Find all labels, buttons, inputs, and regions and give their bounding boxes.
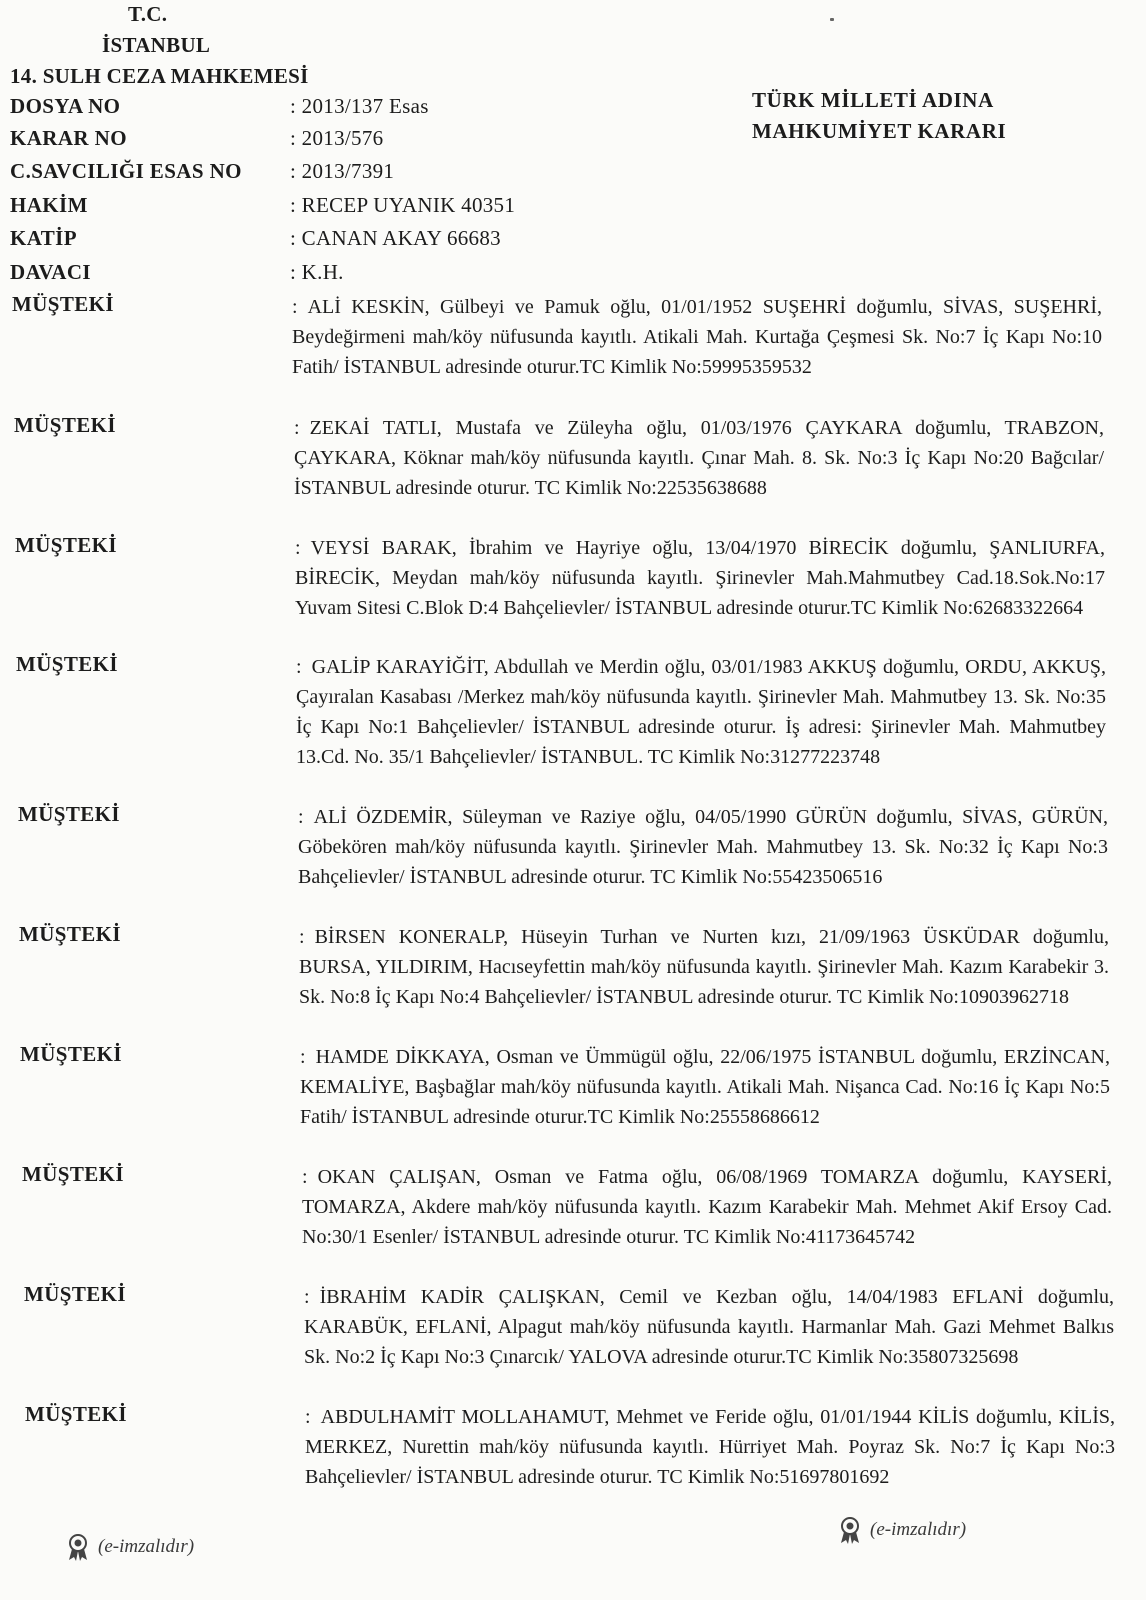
- party-label: MÜŞTEKİ: [25, 1402, 127, 1426]
- party-details: : ALİ KESKİN, Gülbeyi ve Pamuk oğlu, 01/01/1952 SUŞEHRİ doğumlu, SİVAS, SUŞEHRİ, Beydeğirmeni mah/köy nüfusunda kayıtlı. Atikali Mah. Kurtağa Çeşmesi Sk. No:7 İç Kapı No:10 Fatih/ İSTANBUL adresinde oturur.TC Kimlik No:59995359532: [292, 296, 1102, 378]
- party-label: MÜŞTEKİ: [12, 292, 114, 316]
- party-details: : BİRSEN KONERALP, Hüseyin Turhan ve Nurten kızı, 21/09/1963 ÜSKÜDAR doğumlu, BURSA, YILDIRIM, Hacıseyfettin mah/köy nüfusunda kayıtlı. Şirinevler Mah. Kazım Karabekir 3. Sk. No:8 İç Kapı No:4 Bahçelievler/ İSTANBUL adresinde oturur. TC Kimlik No:10903962718: [299, 926, 1109, 1008]
- seal-icon: [64, 1532, 92, 1562]
- party-text: OKAN ÇALIŞAN, Osman ve Fatma oğlu, 06/08/1969 TOMARZA doğumlu, KAYSERİ, TOMARZA, Akdere mah/köy nüfusunda kayıtlı. Kazım Karabekir Mah. Mehmet Akif Ersoy Cad. No:30/1 Esenler/ İSTANBUL adresinde oturur. TC Kimlik No:41173645742: [302, 1166, 1112, 1248]
- meta-value: : CANAN AKAY 66683: [290, 226, 501, 250]
- signature-text: (e-imzalıdır): [870, 1519, 967, 1540]
- meta-clerk: [10, 226, 710, 258]
- meta-file-no: [10, 94, 710, 126]
- seal-icon: [836, 1515, 864, 1545]
- scan-speck: [830, 18, 834, 21]
- party-details: : HAMDE DİKKAYA, Osman ve Ümmügül oğlu, 22/06/1975 İSTANBUL doğumlu, ERZİNCAN, KEMALİYE, Başbağlar mah/köy nüfusunda kayıtlı. Atikali Mah. Nişanca Cad. No:16 İç Kapı No:5 Fatih/ İSTANBUL adresinde oturur.TC Kimlik No:25558686612: [300, 1046, 1110, 1128]
- party-details: : ABDULHAMİT MOLLAHAMUT, Mehmet ve Feride oğlu, 01/01/1944 KİLİS doğumlu, KİLİS, MERKEZ, Nurettin mah/köy nüfusunda kayıtlı. Hürriyet Mah. Poyraz Sk. No:7 İç Kapı No:3 Bahçelievler/ İSTANBUL adresinde oturur. TC Kimlik No:51697801692: [305, 1406, 1115, 1488]
- party-text: ZEKAİ TATLI, Mustafa ve Züleyha oğlu, 01/03/1976 ÇAYKARA doğumlu, TRABZON, ÇAYKARA, Köknar mah/köy nüfusunda kayıtlı. Çınar Mah. 8. Sk. No:3 İç Kapı No:20 Bağcılar/ İSTANBUL adresinde oturur. TC Kimlik No:22535638688: [294, 417, 1104, 499]
- meta-decision-no: [10, 126, 710, 158]
- party-text: ABDULHAMİT MOLLAHAMUT, Mehmet ve Feride oğlu, 01/01/1944 KİLİS doğumlu, KİLİS, MERKEZ, Nurettin mah/köy nüfusunda kayıtlı. Hürriyet Mah. Poyraz Sk. No:7 İç Kapı No:3 Bahçelievler/ İSTANBUL adresinde oturur. TC Kimlik No:51697801692: [305, 1406, 1115, 1488]
- party-label: MÜŞTEKİ: [14, 413, 116, 437]
- party-details: : OKAN ÇALIŞAN, Osman ve Fatma oğlu, 06/08/1969 TOMARZA doğumlu, KAYSERİ, TOMARZA, Akdere mah/köy nüfusunda kayıtlı. Kazım Karabekir Mah. Mehmet Akif Ersoy Cad. No:30/1 Esenler/ İSTANBUL adresinde oturur. TC Kimlik No:41173645742: [302, 1166, 1112, 1248]
- meta-value: : 2013/576: [290, 126, 384, 150]
- party-text: BİRSEN KONERALP, Hüseyin Turhan ve Nurten kızı, 21/09/1963 ÜSKÜDAR doğumlu, BURSA, YILDIRIM, Hacıseyfettin mah/köy nüfusunda kayıtlı. Şirinevler Mah. Kazım Karabekir 3. Sk. No:8 İç Kapı No:4 Bahçelievler/ İSTANBUL adresinde oturur. TC Kimlik No:10903962718: [299, 926, 1109, 1008]
- signature-text: (e-imzalıdır): [98, 1536, 195, 1557]
- party-label: MÜŞTEKİ: [18, 802, 120, 826]
- meta-prosecutor-no: [10, 159, 710, 191]
- e-signature-left: [64, 1532, 194, 1562]
- party-text: HAMDE DİKKAYA, Osman ve Ümmügül oğlu, 22/06/1975 İSTANBUL doğumlu, ERZİNCAN, KEMALİYE, Başbağlar mah/köy nüfusunda kayıtlı. Atikali Mah. Nişanca Cad. No:16 İç Kapı No:5 Fatih/ İSTANBUL adresinde oturur.TC Kimlik No:25558686612: [300, 1046, 1110, 1128]
- party-text: İBRAHİM KADİR ÇALIŞKAN, Cemil ve Kezban oğlu, 14/04/1983 EFLANİ doğumlu, KARABÜK, EFLANİ, Alpagut mah/köy nüfusunda kayıtlı. Harmanlar Mah. Gazi Mehmet Balkıs Sk. No:2 İç Kapı No:3 Çınarcık/ YALOVA adresinde oturur.TC Kimlik No:35807325698: [304, 1286, 1114, 1368]
- party-label: MÜŞTEKİ: [24, 1282, 126, 1306]
- party-text: GALİP KARAYİĞİT, Abdullah ve Merdin oğlu, 03/01/1983 AKKUŞ doğumlu, ORDU, AKKUŞ, Çayıralan Kasabası /Merkez mah/köy nüfusunda kayıtlı. Şirinevler Mah. Mahmutbey 13. Sk. No:35 İç Kapı No:1 Bahçelievler/ İSTANBUL adresinde oturur. İş adresi: Şirinevler Mah. Mahmutbey 13.Cd. No. 35/1 Bahçelievler/ İSTANBUL. TC Kimlik No:31277223748: [296, 656, 1106, 768]
- party-text: ALİ ÖZDEMİR, Süleyman ve Raziye oğlu, 04/05/1990 GÜRÜN doğumlu, SİVAS, GÜRÜN, Göbekören mah/köy nüfusunda kayıtlı. Şirinevler Mah. Mahmutbey 13. Sk. No:32 İç Kapı No:3 Bahçelievler/ İSTANBUL adresinde oturur. TC Kimlik No:55423506516: [298, 806, 1108, 888]
- party-label: MÜŞTEKİ: [22, 1162, 124, 1186]
- meta-label: DOSYA NO: [10, 94, 121, 118]
- party-details: : VEYSİ BARAK, İbrahim ve Hayriye oğlu, 13/04/1970 BİRECİK doğumlu, ŞANLIURFA, BİRECİK, Meydan mah/köy nüfusunda kayıtlı. Şirinevler Mah.Mahmutbey Cad.18.Sok.No:17 Yuvam Sitesi C.Blok D:4 Bahçelievler/ İSTANBUL adresinde oturur.TC Kimlik No:62683322664: [295, 537, 1105, 619]
- header-court: 14. SULH CEZA MAHKEMESİ: [10, 64, 309, 88]
- party-text: VEYSİ BARAK, İbrahim ve Hayriye oğlu, 13/04/1970 BİRECİK doğumlu, ŞANLIURFA, BİRECİK, Meydan mah/köy nüfusunda kayıtlı. Şirinevler Mah.Mahmutbey Cad.18.Sok.No:17 Yuvam Sitesi C.Blok D:4 Bahçelievler/ İSTANBUL adresinde oturur.TC Kimlik No:62683322664: [295, 537, 1105, 619]
- header-city: İSTANBUL: [102, 33, 211, 57]
- party-text: ALİ KESKİN, Gülbeyi ve Pamuk oğlu, 01/01/1952 SUŞEHRİ doğumlu, SİVAS, SUŞEHRİ, Beydeğirmeni mah/köy nüfusunda kayıtlı. Atikali Mah. Kurtağa Çeşmesi Sk. No:7 İç Kapı No:10 Fatih/ İSTANBUL adresinde oturur.TC Kimlik No:59995359532: [292, 296, 1102, 378]
- title-line-2: MAHKUMİYET KARARI: [752, 119, 1007, 143]
- meta-value: : K.H.: [290, 260, 344, 284]
- meta-value: : 2013/137 Esas: [290, 94, 429, 118]
- party-details: : ALİ ÖZDEMİR, Süleyman ve Raziye oğlu, 04/05/1990 GÜRÜN doğumlu, SİVAS, GÜRÜN, Göbekören mah/köy nüfusunda kayıtlı. Şirinevler Mah. Mahmutbey 13. Sk. No:32 İç Kapı No:3 Bahçelievler/ İSTANBUL adresinde oturur. TC Kimlik No:55423506516: [298, 806, 1108, 888]
- meta-plaintiff: [10, 260, 710, 292]
- meta-judge: [10, 193, 710, 225]
- e-signature-right: [836, 1515, 966, 1545]
- meta-value: : RECEP UYANIK 40351: [290, 193, 516, 217]
- party-label: MÜŞTEKİ: [19, 922, 121, 946]
- meta-value: : 2013/7391: [290, 159, 395, 183]
- meta-label: HAKİM: [10, 193, 88, 217]
- party-label: MÜŞTEKİ: [20, 1042, 122, 1066]
- party-details: : ZEKAİ TATLI, Mustafa ve Züleyha oğlu, 01/03/1976 ÇAYKARA doğumlu, TRABZON, ÇAYKARA, Köknar mah/köy nüfusunda kayıtlı. Çınar Mah. 8. Sk. No:3 İç Kapı No:20 Bağcılar/ İSTANBUL adresinde oturur. TC Kimlik No:22535638688: [294, 417, 1104, 499]
- party-details: : İBRAHİM KADİR ÇALIŞKAN, Cemil ve Kezban oğlu, 14/04/1983 EFLANİ doğumlu, KARABÜK, EFLANİ, Alpagut mah/köy nüfusunda kayıtlı. Harmanlar Mah. Gazi Mehmet Balkıs Sk. No:2 İç Kapı No:3 Çınarcık/ YALOVA adresinde oturur.TC Kimlik No:35807325698: [304, 1286, 1114, 1368]
- meta-label: KARAR NO: [10, 126, 127, 150]
- party-label: MÜŞTEKİ: [16, 652, 118, 676]
- meta-label: DAVACI: [10, 260, 91, 284]
- header-tc: T.C.: [128, 2, 168, 26]
- title-line-1: TÜRK MİLLETİ ADINA: [752, 88, 994, 112]
- meta-label: C.SAVCILIĞI ESAS NO: [10, 159, 242, 183]
- party-label: MÜŞTEKİ: [15, 533, 117, 557]
- party-details: : GALİP KARAYİĞİT, Abdullah ve Merdin oğlu, 03/01/1983 AKKUŞ doğumlu, ORDU, AKKUŞ, Çayıralan Kasabası /Merkez mah/köy nüfusunda kayıtlı. Şirinevler Mah. Mahmutbey 13. Sk. No:35 İç Kapı No:1 Bahçelievler/ İSTANBUL adresinde oturur. İş adresi: Şirinevler Mah. Mahmutbey 13.Cd. No. 35/1 Bahçelievler/ İSTANBUL. TC Kimlik No:31277223748: [296, 656, 1106, 768]
- meta-label: KATİP: [10, 226, 77, 250]
